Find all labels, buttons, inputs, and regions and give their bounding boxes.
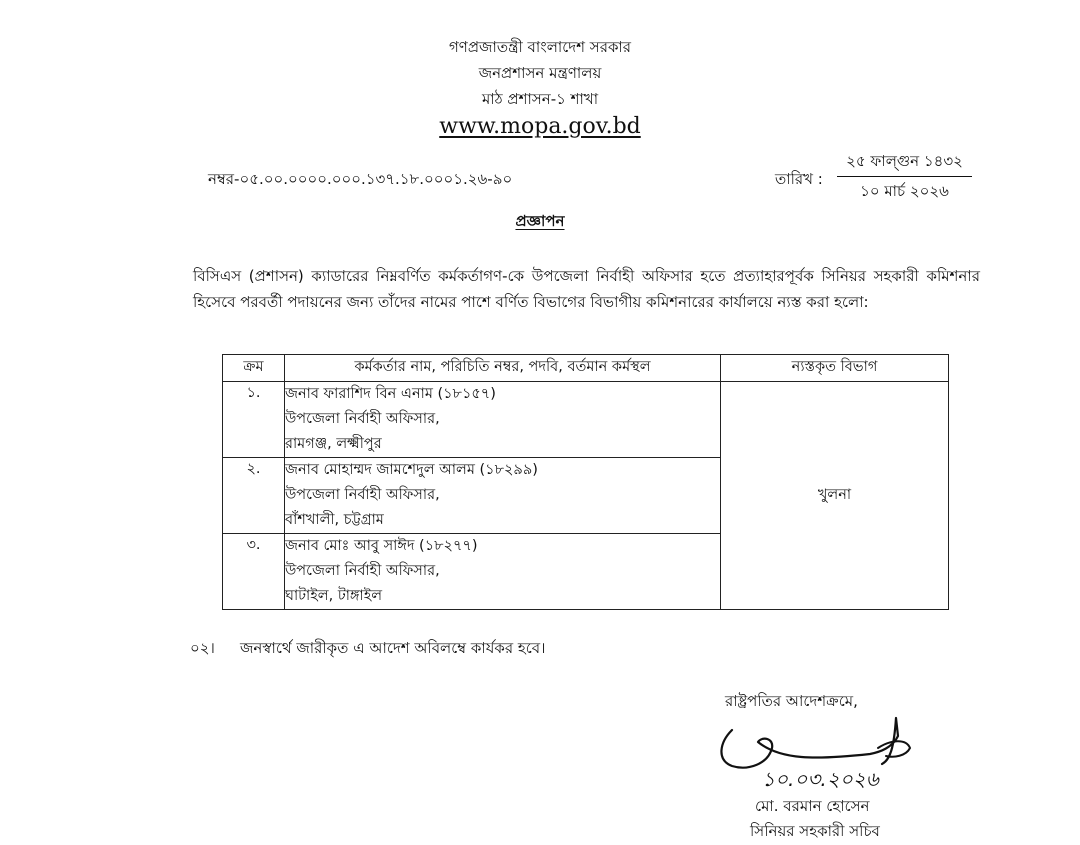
handwritten-signature	[710, 708, 960, 788]
memo-number: নম্বর-০৫.০০.০০০০.০০০.১৩৭.১৮.০০০১.২৬-৯০	[208, 170, 513, 188]
officer-workplace: রামগঞ্জ, লক্ষ্মীপুর	[285, 436, 382, 452]
signatory-name: মো. বরমান হোসেন	[755, 797, 870, 815]
date-gregorian: ১০ মার্চ ২০২৬	[860, 182, 949, 200]
signatory-title: সিনিয়র সহকারী সচিব	[750, 822, 880, 840]
officer-name: জনাব মোঃ আবু সাঈদ (১৮২৭৭)	[285, 538, 478, 554]
officer-cell	[285, 458, 721, 534]
intro-paragraph: বিসিএস (প্রশাসন) ক্যাডারের নিম্নবর্ণিত কর্মকর্তাগণ-কে উপজেলা নির্বাহী অফিসার হতে প্রত্যাহারপূর্বক সিনিয়র সহকারী কমিশনার হিসেবে পরবর্তী পদায়নের জন্য তাঁদের নামের পাশে বর্ণিত বিভাগের বিভাগীয় কমিশনারের কার্যালয়ে ন্যস্ত করা হলো:	[193, 267, 980, 311]
officer-designation: উপজেলা নির্বাহী অফিসার,	[285, 411, 440, 427]
date-bangla: ২৫ ফাল্গুন ১৪৩২	[846, 152, 963, 170]
officer-name: জনাব মোহাম্মদ জামশেদুল আলম (১৮২৯৯)	[285, 462, 538, 478]
row-serial: ৩.	[223, 534, 285, 610]
date-block	[775, 150, 975, 210]
table-row	[223, 382, 949, 458]
serial-header: ক্রম	[223, 355, 285, 382]
officer-workplace: বাঁশখালী, চট্টগ্রাম	[285, 512, 384, 528]
notification-heading: প্রজ্ঞাপন	[515, 212, 565, 230]
ministry-name: জনপ্রশাসন মন্ত্রণালয়	[478, 64, 602, 82]
officer-cell	[285, 534, 721, 610]
officer-designation: উপজেলা নির্বাহী অফিসার,	[285, 563, 440, 579]
paragraph-number: ০২।	[190, 639, 215, 657]
officer-header: কর্মকর্তার নাম, পরিচিতি নম্বর, পদবি, বর্তমান কর্মস্থল	[285, 355, 721, 382]
row-serial: ১.	[223, 382, 285, 458]
assigned-division: খুলনা	[721, 382, 949, 610]
wing-name: মাঠ প্রশাসন-১ শাখা	[481, 90, 599, 108]
division-header: ন্যস্তকৃত বিভাগ	[721, 355, 949, 382]
government-name: গণপ্রজাতন্ত্রী বাংলাদেশ সরকার	[448, 38, 632, 56]
officer-designation: উপজেলা নির্বাহী অফিসার,	[285, 487, 440, 503]
table-header-row	[223, 355, 949, 382]
officer-name: জনাব ফারাশিদ বিন এনাম (১৮১৫৭)	[285, 386, 496, 402]
row-serial: ২.	[223, 458, 285, 534]
date-divider	[837, 176, 972, 177]
date-label: তারিখ :	[775, 170, 823, 188]
handwritten-date: ১০.০৩.২০২৬	[762, 767, 879, 788]
paragraph-text: জনস্বার্থে জারীকৃত এ আদেশ অবিলম্বে কার্যকর হবে।	[240, 639, 546, 657]
order-by-text: রাষ্ট্রপতির আদেশক্রমে,	[725, 692, 858, 710]
letterhead	[0, 34, 1080, 144]
website-link[interactable]: www.mopa.gov.bd	[439, 114, 641, 139]
officer-cell	[285, 382, 721, 458]
officer-workplace: ঘাটাইল, টাঙ্গাইল	[285, 588, 383, 604]
paragraph-two	[190, 637, 545, 662]
officer-table	[222, 354, 949, 610]
